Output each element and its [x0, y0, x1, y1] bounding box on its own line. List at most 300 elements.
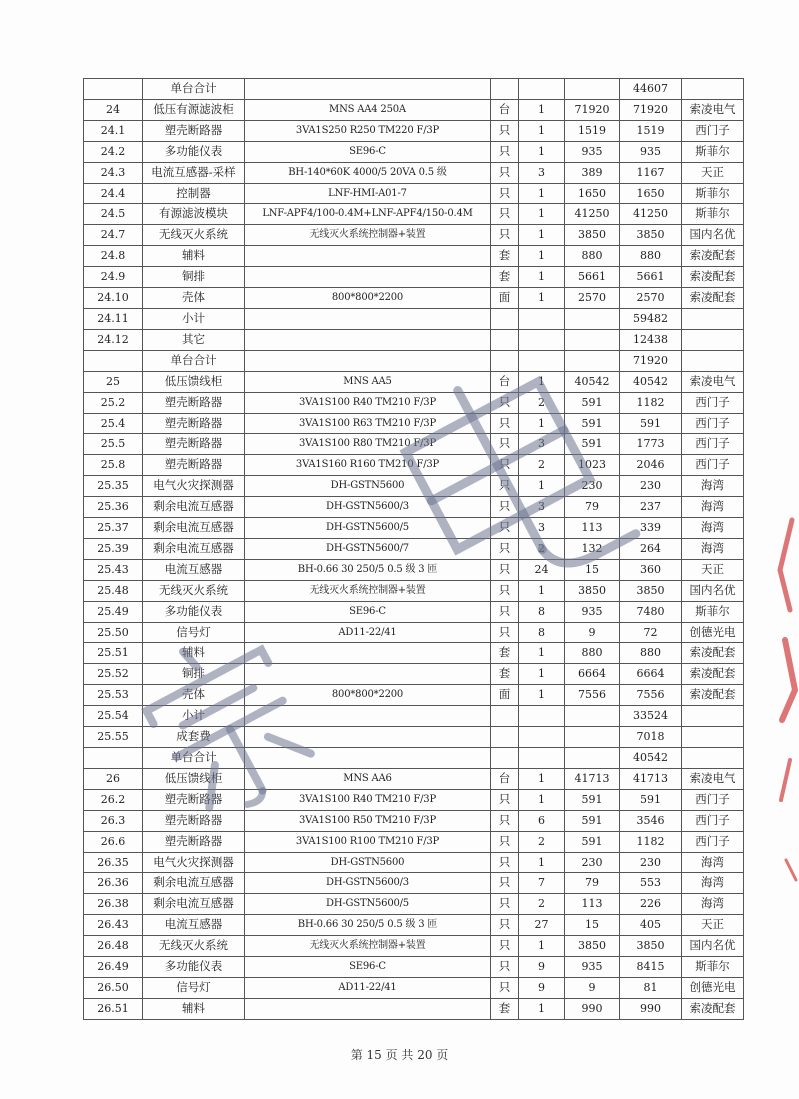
cell-item-no: 25.48 [84, 580, 143, 601]
cell-quantity: 3 [519, 497, 565, 518]
cell-item-no: 26.49 [84, 957, 143, 978]
cell-unit-price [565, 350, 620, 371]
cell-manufacturer: 斯菲尔 [682, 204, 744, 225]
cell-unit-price: 7556 [565, 685, 620, 706]
cell-total-price: 1182 [620, 831, 682, 852]
cell-item-name: 剩余电流互感器 [143, 497, 245, 518]
cell-item-no: 25.8 [84, 455, 143, 476]
cell-quantity: 1 [519, 141, 565, 162]
cell-item-no: 26.2 [84, 789, 143, 810]
cell-unit-price: 1650 [565, 183, 620, 204]
cell-item-no [84, 79, 143, 100]
cell-unit-price: 113 [565, 518, 620, 539]
table-row [84, 225, 744, 246]
cell-unit-price: 591 [565, 434, 620, 455]
cell-item-no: 25.37 [84, 518, 143, 539]
cell-quantity: 1 [519, 99, 565, 120]
cell-unit-price: 591 [565, 789, 620, 810]
cell-model-spec [245, 998, 491, 1019]
table-row [84, 246, 744, 267]
cell-model-spec: 3VA1S100 R100 TM210 F/3P [245, 831, 491, 852]
table-row [84, 204, 744, 225]
cell-manufacturer: 索凌电气 [682, 371, 744, 392]
cell-model-spec: 3VA1S160 R160 TM210 F/3P [245, 455, 491, 476]
cell-total-price: 1773 [620, 434, 682, 455]
table-row [84, 308, 744, 329]
cell-unit-price: 79 [565, 497, 620, 518]
cell-item-name: 有源滤波模块 [143, 204, 245, 225]
cell-model-spec: 3VA1S100 R80 TM210 F/3P [245, 434, 491, 455]
cell-item-no: 25.5 [84, 434, 143, 455]
cell-model-spec [245, 643, 491, 664]
cell-item-name: 塑壳断路器 [143, 810, 245, 831]
cell-item-name: 无线灭火系统 [143, 936, 245, 957]
cell-unit: 只 [491, 559, 519, 580]
cell-model-spec: AD11-22/41 [245, 977, 491, 998]
cell-quantity [519, 748, 565, 769]
cell-model-spec: DH-GSTN5600/3 [245, 873, 491, 894]
cell-unit-price: 880 [565, 643, 620, 664]
cell-item-no: 26.50 [84, 977, 143, 998]
cell-unit: 套 [491, 267, 519, 288]
cell-unit-price [565, 706, 620, 727]
cell-unit: 只 [491, 936, 519, 957]
cell-unit: 只 [491, 873, 519, 894]
cell-item-no: 26.6 [84, 831, 143, 852]
cell-manufacturer: 索凌电气 [682, 99, 744, 120]
cell-quantity: 1 [519, 664, 565, 685]
table-row [84, 267, 744, 288]
cell-total-price: 12438 [620, 329, 682, 350]
cell-manufacturer: 国内名优 [682, 225, 744, 246]
cell-unit-price: 3850 [565, 936, 620, 957]
cell-model-spec: 无线灭火系统控制器+装置 [245, 580, 491, 601]
cell-total-price: 880 [620, 643, 682, 664]
cell-unit: 只 [491, 789, 519, 810]
cell-item-name: 铜排 [143, 267, 245, 288]
cell-unit [491, 727, 519, 748]
cell-item-no: 25.55 [84, 727, 143, 748]
cell-item-name: 无线灭火系统 [143, 580, 245, 601]
cell-model-spec: 3VA1S100 R50 TM210 F/3P [245, 810, 491, 831]
cell-unit [491, 706, 519, 727]
cell-quantity [519, 308, 565, 329]
cell-unit-price: 1023 [565, 455, 620, 476]
cell-unit: 套 [491, 643, 519, 664]
cell-model-spec: DH-GSTN5600/3 [245, 497, 491, 518]
cell-unit-price: 935 [565, 601, 620, 622]
cell-item-no: 25.2 [84, 392, 143, 413]
cell-quantity: 24 [519, 559, 565, 580]
cell-quantity: 9 [519, 977, 565, 998]
table-row [84, 434, 744, 455]
cell-model-spec: 无线灭火系统控制器+装置 [245, 936, 491, 957]
cell-total-price: 6664 [620, 664, 682, 685]
cell-item-name: 剩余电流互感器 [143, 518, 245, 539]
cell-manufacturer [682, 727, 744, 748]
cell-manufacturer: 索凌配套 [682, 664, 744, 685]
cell-quantity: 1 [519, 413, 565, 434]
cell-manufacturer: 西门子 [682, 810, 744, 831]
table-row [84, 141, 744, 162]
cell-item-no [84, 350, 143, 371]
cell-unit: 面 [491, 288, 519, 309]
cell-total-price: 41250 [620, 204, 682, 225]
cell-total-price: 880 [620, 246, 682, 267]
cell-quantity: 2 [519, 392, 565, 413]
cell-item-name: 低压馈线柜 [143, 768, 245, 789]
cell-model-spec [245, 267, 491, 288]
cell-total-price: 3850 [620, 225, 682, 246]
cell-item-name: 壳体 [143, 685, 245, 706]
cell-quantity: 27 [519, 915, 565, 936]
cell-unit-price [565, 308, 620, 329]
cell-total-price: 8415 [620, 957, 682, 978]
cell-quantity: 1 [519, 936, 565, 957]
cell-quantity: 1 [519, 685, 565, 706]
cell-manufacturer: 索凌配套 [682, 998, 744, 1019]
cell-unit [491, 748, 519, 769]
cell-model-spec [245, 308, 491, 329]
cell-unit-price [565, 79, 620, 100]
cell-item-no: 26.48 [84, 936, 143, 957]
cell-item-no: 24 [84, 99, 143, 120]
cell-item-name: 塑壳断路器 [143, 789, 245, 810]
cell-item-name: 电气火灾探测器 [143, 476, 245, 497]
cell-model-spec: 800*800*2200 [245, 288, 491, 309]
cell-total-price: 5661 [620, 267, 682, 288]
cell-quantity: 1 [519, 789, 565, 810]
cell-item-no: 26.38 [84, 894, 143, 915]
cell-unit-price: 1519 [565, 120, 620, 141]
cell-manufacturer: 海湾 [682, 476, 744, 497]
cell-unit: 台 [491, 371, 519, 392]
table-row [84, 580, 744, 601]
table-row [84, 497, 744, 518]
cell-unit: 只 [491, 120, 519, 141]
table-row [84, 685, 744, 706]
table-row [84, 748, 744, 769]
cell-item-name: 剩余电流互感器 [143, 873, 245, 894]
cell-quantity: 1 [519, 246, 565, 267]
table-row [84, 936, 744, 957]
cell-unit: 台 [491, 99, 519, 120]
cell-item-name: 多功能仪表 [143, 957, 245, 978]
cell-item-name: 多功能仪表 [143, 601, 245, 622]
cell-item-no: 26.36 [84, 873, 143, 894]
cell-total-price: 3850 [620, 580, 682, 601]
cell-item-name: 小计 [143, 308, 245, 329]
cell-total-price: 230 [620, 476, 682, 497]
cell-manufacturer: 西门子 [682, 392, 744, 413]
cell-total-price: 1182 [620, 392, 682, 413]
cell-model-spec: LNF-APF4/100-0.4M+LNF-APF4/150-0.4M [245, 204, 491, 225]
cell-item-name: 控制器 [143, 183, 245, 204]
cell-item-no [84, 748, 143, 769]
cell-total-price: 2046 [620, 455, 682, 476]
cell-unit: 只 [491, 601, 519, 622]
cell-model-spec: 无线灭火系统控制器+装置 [245, 225, 491, 246]
cell-item-no: 24.7 [84, 225, 143, 246]
cell-unit: 台 [491, 768, 519, 789]
cell-total-price: 226 [620, 894, 682, 915]
table-row [84, 810, 744, 831]
cell-item-name: 剩余电流互感器 [143, 538, 245, 559]
cell-total-price: 41713 [620, 768, 682, 789]
cell-unit-price [565, 748, 620, 769]
cell-item-no: 24.8 [84, 246, 143, 267]
cell-unit [491, 350, 519, 371]
cell-model-spec: DH-GSTN5600/5 [245, 894, 491, 915]
cell-manufacturer: 索凌配套 [682, 288, 744, 309]
cell-total-price: 1167 [620, 162, 682, 183]
cell-total-price: 40542 [620, 748, 682, 769]
cell-manufacturer: 国内名优 [682, 936, 744, 957]
cell-unit-price [565, 727, 620, 748]
cell-total-price: 990 [620, 998, 682, 1019]
cell-quantity [519, 350, 565, 371]
cell-unit-price: 591 [565, 831, 620, 852]
cell-manufacturer: 创德光电 [682, 622, 744, 643]
cell-unit: 只 [491, 183, 519, 204]
cell-manufacturer: 索凌电气 [682, 768, 744, 789]
cell-unit-price: 880 [565, 246, 620, 267]
cell-item-no: 25 [84, 371, 143, 392]
cell-unit-price: 40542 [565, 371, 620, 392]
cell-total-price: 3850 [620, 936, 682, 957]
table-row [84, 476, 744, 497]
cell-unit-price: 6664 [565, 664, 620, 685]
cell-manufacturer: 国内名优 [682, 580, 744, 601]
cell-item-no: 24.5 [84, 204, 143, 225]
cell-item-name: 电流互感器 [143, 559, 245, 580]
cell-manufacturer: 创德光电 [682, 977, 744, 998]
cell-manufacturer: 斯菲尔 [682, 601, 744, 622]
cell-unit: 面 [491, 685, 519, 706]
cell-unit-price: 9 [565, 977, 620, 998]
cell-model-spec [245, 748, 491, 769]
cell-item-no: 25.43 [84, 559, 143, 580]
cell-unit-price: 132 [565, 538, 620, 559]
cell-quantity: 8 [519, 601, 565, 622]
cell-unit: 只 [491, 915, 519, 936]
cell-total-price: 7556 [620, 685, 682, 706]
table-row [84, 873, 744, 894]
cell-model-spec: 3VA1S250 R250 TM220 F/3P [245, 120, 491, 141]
cell-item-no: 26.51 [84, 998, 143, 1019]
cell-total-price: 553 [620, 873, 682, 894]
table-row [84, 852, 744, 873]
table-row [84, 998, 744, 1019]
cell-model-spec: BH-140*60K 4000/5 20VA 0.5 级 [245, 162, 491, 183]
cell-item-name: 信号灯 [143, 977, 245, 998]
cell-unit: 只 [491, 852, 519, 873]
cell-item-name: 塑壳断路器 [143, 413, 245, 434]
cell-item-no: 24.3 [84, 162, 143, 183]
cell-item-no: 26 [84, 768, 143, 789]
cell-manufacturer: 西门子 [682, 120, 744, 141]
cell-unit: 只 [491, 455, 519, 476]
cell-manufacturer [682, 308, 744, 329]
cell-item-name: 小计 [143, 706, 245, 727]
table-row [84, 538, 744, 559]
cell-manufacturer: 索凌配套 [682, 643, 744, 664]
cell-item-name: 电气火灾探测器 [143, 852, 245, 873]
cell-item-name: 辅料 [143, 246, 245, 267]
cell-quantity: 1 [519, 120, 565, 141]
table-row [84, 120, 744, 141]
cell-model-spec: DH-GSTN5600/7 [245, 538, 491, 559]
cell-item-name: 辅料 [143, 998, 245, 1019]
table-row [84, 915, 744, 936]
table-row [84, 518, 744, 539]
cell-model-spec: SE96-C [245, 601, 491, 622]
cell-item-name: 电流互感器 [143, 915, 245, 936]
cell-unit-price [565, 329, 620, 350]
cell-model-spec: MNS AA6 [245, 768, 491, 789]
cell-manufacturer: 海湾 [682, 852, 744, 873]
cell-unit: 只 [491, 434, 519, 455]
table-row [84, 162, 744, 183]
cell-unit-price: 935 [565, 957, 620, 978]
cell-manufacturer [682, 748, 744, 769]
table-row [84, 392, 744, 413]
cell-unit: 只 [491, 538, 519, 559]
table-row [84, 79, 744, 100]
cell-quantity: 3 [519, 434, 565, 455]
cell-model-spec: LNF-HMI-A01-7 [245, 183, 491, 204]
table-row [84, 643, 744, 664]
cell-item-name: 塑壳断路器 [143, 434, 245, 455]
cell-manufacturer: 海湾 [682, 497, 744, 518]
cell-manufacturer: 斯菲尔 [682, 183, 744, 204]
cell-item-name: 其它 [143, 329, 245, 350]
cell-quantity: 8 [519, 622, 565, 643]
cell-quantity [519, 329, 565, 350]
quotation-table [83, 78, 744, 1020]
cell-unit-price: 591 [565, 392, 620, 413]
cell-quantity [519, 706, 565, 727]
cell-total-price: 40542 [620, 371, 682, 392]
cell-manufacturer: 海湾 [682, 894, 744, 915]
cell-item-no: 26.3 [84, 810, 143, 831]
cell-item-no: 25.53 [84, 685, 143, 706]
cell-manufacturer [682, 350, 744, 371]
cell-unit: 套 [491, 246, 519, 267]
cell-unit-price: 230 [565, 852, 620, 873]
cell-total-price: 339 [620, 518, 682, 539]
cell-unit: 只 [491, 225, 519, 246]
cell-item-no: 24.10 [84, 288, 143, 309]
cell-model-spec [245, 664, 491, 685]
cell-quantity: 2 [519, 538, 565, 559]
cell-unit [491, 79, 519, 100]
cell-total-price: 591 [620, 789, 682, 810]
cell-unit: 只 [491, 977, 519, 998]
cell-total-price: 360 [620, 559, 682, 580]
cell-item-name: 低压有源滤波柜 [143, 99, 245, 120]
cell-model-spec: 800*800*2200 [245, 685, 491, 706]
cell-model-spec: DH-GSTN5600/5 [245, 518, 491, 539]
cell-item-no: 26.43 [84, 915, 143, 936]
cell-unit-price: 990 [565, 998, 620, 1019]
cell-model-spec: BH-0.66 30 250/5 0.5 级 3 匝 [245, 559, 491, 580]
cell-unit: 只 [491, 894, 519, 915]
table-body [84, 79, 744, 1020]
cell-unit: 只 [491, 957, 519, 978]
cell-total-price: 237 [620, 497, 682, 518]
cell-manufacturer: 天正 [682, 559, 744, 580]
cell-item-name: 单台合计 [143, 79, 245, 100]
table-row [84, 99, 744, 120]
cell-manufacturer: 索凌配套 [682, 267, 744, 288]
cell-quantity: 3 [519, 518, 565, 539]
cell-item-no: 25.54 [84, 706, 143, 727]
cell-model-spec: BH-0.66 30 250/5 0.5 级 3 匝 [245, 915, 491, 936]
cell-manufacturer: 斯菲尔 [682, 141, 744, 162]
cell-unit: 只 [491, 392, 519, 413]
cell-item-name: 成套费 [143, 727, 245, 748]
cell-item-name: 无线灭火系统 [143, 225, 245, 246]
cell-quantity: 3 [519, 162, 565, 183]
cell-manufacturer: 索凌配套 [682, 246, 744, 267]
cell-quantity: 1 [519, 643, 565, 664]
cell-manufacturer: 西门子 [682, 831, 744, 852]
table-row [84, 413, 744, 434]
cell-manufacturer: 索凌配套 [682, 685, 744, 706]
cell-unit: 只 [491, 518, 519, 539]
cell-manufacturer: 天正 [682, 915, 744, 936]
cell-model-spec: AD11-22/41 [245, 622, 491, 643]
cell-manufacturer: 西门子 [682, 455, 744, 476]
cell-unit: 只 [491, 497, 519, 518]
table-row [84, 183, 744, 204]
cell-item-no: 26.35 [84, 852, 143, 873]
cell-manufacturer: 西门子 [682, 434, 744, 455]
cell-model-spec [245, 246, 491, 267]
cell-quantity: 9 [519, 957, 565, 978]
cell-unit: 只 [491, 622, 519, 643]
cell-quantity: 1 [519, 998, 565, 1019]
cell-item-no: 25.50 [84, 622, 143, 643]
cell-unit-price: 41250 [565, 204, 620, 225]
cell-manufacturer: 海湾 [682, 538, 744, 559]
cell-item-no: 25.51 [84, 643, 143, 664]
cell-item-name: 塑壳断路器 [143, 392, 245, 413]
table-row [84, 957, 744, 978]
cell-item-no: 25.35 [84, 476, 143, 497]
cell-unit-price: 591 [565, 810, 620, 831]
cell-model-spec: MNS AA5 [245, 371, 491, 392]
cell-unit-price: 3850 [565, 580, 620, 601]
cell-total-price: 7480 [620, 601, 682, 622]
table-row [84, 706, 744, 727]
cell-item-name: 辅料 [143, 643, 245, 664]
cell-unit: 只 [491, 476, 519, 497]
table-row [84, 831, 744, 852]
cell-total-price: 405 [620, 915, 682, 936]
cell-manufacturer: 海湾 [682, 873, 744, 894]
cell-unit-price: 230 [565, 476, 620, 497]
cell-unit-price: 9 [565, 622, 620, 643]
cell-item-name: 塑壳断路器 [143, 831, 245, 852]
cell-total-price: 1650 [620, 183, 682, 204]
cell-unit: 只 [491, 162, 519, 183]
cell-item-name: 铜排 [143, 664, 245, 685]
cell-quantity: 1 [519, 183, 565, 204]
cell-quantity: 1 [519, 476, 565, 497]
cell-total-price: 3546 [620, 810, 682, 831]
